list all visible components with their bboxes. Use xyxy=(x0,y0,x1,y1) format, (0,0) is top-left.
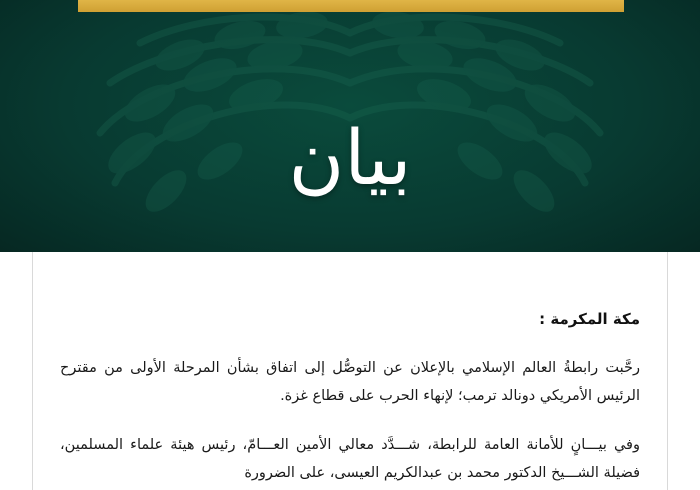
statement-body xyxy=(0,252,700,490)
left-margin-rule xyxy=(32,252,33,490)
gold-accent-bar-fill xyxy=(78,0,624,12)
right-margin-rule xyxy=(667,252,668,490)
page-title: بيان xyxy=(288,113,412,202)
statement-paragraph: رحَّبت رابطةُ العالم الإسلامي بالإعلان عن التوصُّل إلى اتفاق بشأن المرحلة الأولى من مقترح الرئيس الأمريكي دونالد ترمب؛ لإنهاء الحرب على قطاع غزة. xyxy=(60,360,640,405)
statement-content xyxy=(60,310,640,487)
dateline: مكة المكرمة : xyxy=(539,310,640,328)
statement-paragraph: وفي بيـــانٍ للأمانة العامة للرابطة، شـــدَّد معالي الأمين العـــامّ، رئيس هيئة علماء المسلمين، فضيلة الشـــيخ الدكتور محمد بن عبدالكريم العيسى، على الضرورة xyxy=(60,436,640,481)
gold-accent-bar xyxy=(78,0,624,12)
